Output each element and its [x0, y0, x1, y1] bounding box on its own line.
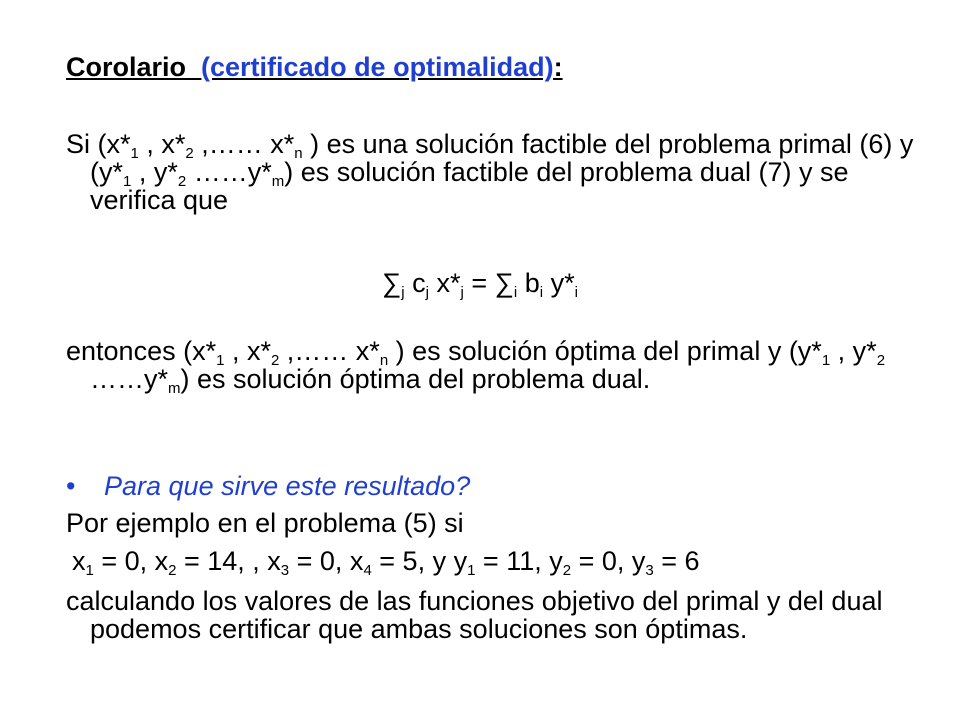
text-run: c [404, 268, 426, 298]
subscript: 3 [280, 562, 290, 579]
subscript: 1 [130, 145, 139, 162]
text-run: y* [543, 268, 575, 298]
subscript: n [294, 145, 303, 162]
subscript: 2 [177, 173, 187, 190]
text-run: = 5, y y [371, 546, 468, 576]
subscript: n [379, 352, 389, 369]
paragraph-hypothesis [66, 130, 940, 214]
subscript: m [271, 173, 285, 190]
sum-symbol: ∑ [382, 268, 402, 298]
subscript: 1 [216, 352, 225, 369]
text-run: , x* [138, 129, 186, 159]
text-run: ) es solución óptima del primal y (y* [388, 336, 822, 366]
text-run: x* [428, 268, 461, 298]
text-run: entonces (x* [66, 336, 217, 366]
text-run: = 14, , x [176, 546, 281, 576]
text-run: ) es una solución factible del problema primal (6) y (y* [90, 129, 914, 187]
subscript: j [425, 284, 429, 301]
text-run: ,…… x* [193, 129, 295, 159]
text-run: = 0, y [571, 546, 646, 576]
text-run: ……y* [186, 157, 272, 187]
text-run: ) es solución factible del problema dual (7) y se verifica que [90, 157, 849, 215]
text-run: = 6 [653, 546, 700, 576]
title-corolario: Corolario [66, 52, 187, 82]
title-colon: : [553, 52, 563, 82]
title-subtitle: (certificado de optimalidad) [201, 52, 554, 82]
subscript: 1 [467, 562, 476, 579]
text-run: = 0, x [93, 546, 169, 576]
subscript: j [401, 284, 405, 301]
subscript: 2 [876, 352, 886, 369]
text-run: = 11, y [475, 546, 563, 576]
text-run: Si (x* [66, 129, 131, 159]
example-intro: Por ejemplo en el problema (5) si [66, 508, 464, 538]
bullet-marker: • [66, 471, 76, 501]
subscript: 3 [645, 562, 654, 579]
equality-formula [0, 268, 960, 299]
text-run: b [517, 268, 540, 298]
text-run: = ∑ [463, 268, 514, 298]
subscript: j [460, 284, 464, 301]
subscript: i [513, 284, 518, 301]
subscript: 2 [270, 352, 280, 369]
bullet-text: Para que sirve este resultado? [104, 471, 471, 501]
text-run: ) es solución óptima del problema dual. [180, 364, 651, 394]
text-run: , x* [224, 336, 271, 366]
text-run: x [72, 546, 86, 576]
text-run: ……y* [90, 364, 169, 394]
subscript: 1 [123, 173, 132, 190]
text-run: ,…… x* [279, 336, 380, 366]
subscript: 2 [185, 145, 194, 162]
paragraph-conclusion [66, 336, 940, 397]
subscript: 2 [562, 562, 572, 579]
bullet-question [66, 471, 470, 502]
subscript: 1 [85, 562, 94, 579]
text-run: = 0, x [289, 546, 364, 576]
subscript: 4 [363, 562, 372, 579]
subscript: 2 [168, 562, 177, 579]
subscript: m [168, 380, 181, 397]
slide-title [66, 52, 563, 83]
example-values [72, 546, 700, 577]
text-run: , y* [131, 157, 178, 187]
subscript: i [539, 284, 544, 301]
subscript: i [574, 284, 578, 301]
text-run: , y* [830, 336, 877, 366]
paragraph-final: calculando los valores de las funciones objetivo del primal y del dual podemos certificar que ambas soluciones son óptimas. [66, 586, 883, 644]
subscript: 1 [821, 352, 831, 369]
